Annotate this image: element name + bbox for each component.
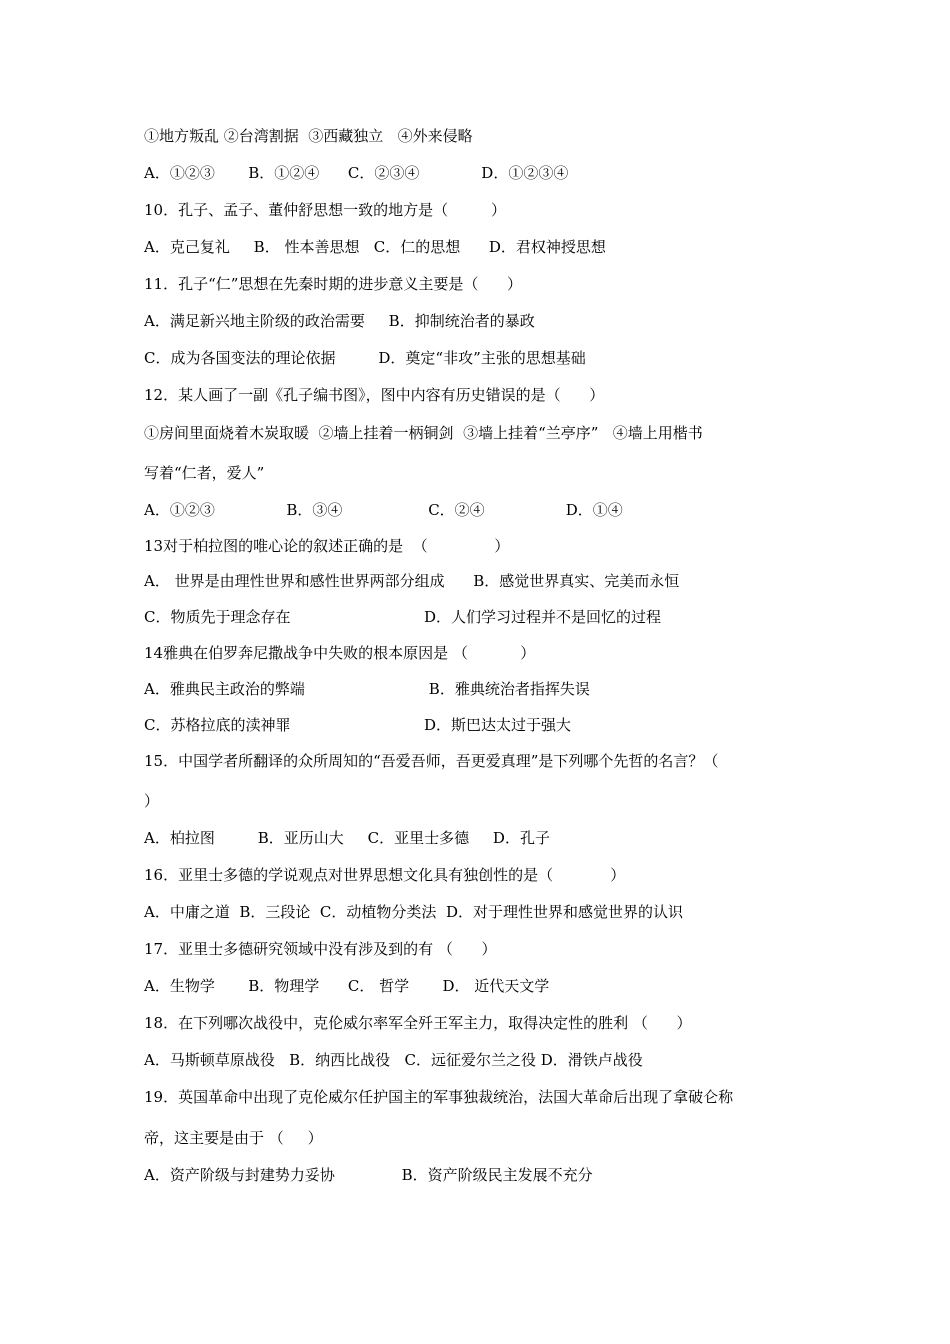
choices-17: A．生物学 B．物理学 C． 哲学 D． 近代天文学 <box>144 977 550 995</box>
question-13: 13对于柏拉图的唯心论的叙述正确的是 （ ） <box>144 537 510 555</box>
options-12: ①房间里面烧着木炭取暖 ②墙上挂着一柄铜剑 ③墙上挂着“兰亭序” ④墙上用楷书 <box>144 424 703 442</box>
choices-11-cd: C．成为各国变法的理论依据 D．奠定“非攻”主张的思想基础 <box>144 349 586 367</box>
question-19: 19．英国革命中出现了克伦威尔任护国主的军事独裁统治，法国大革命后出现了拿破仑称 <box>144 1088 734 1106</box>
question-10: 10．孔子、孟子、董仲舒思想一致的地方是（ ） <box>144 201 507 219</box>
choices-19-ab: A．资产阶级与封建势力妥协 B．资产阶级民主发展不充分 <box>144 1166 593 1184</box>
options-12-cont: 写着“仁者，爱人” <box>144 464 265 482</box>
choices-16: A．中庸之道 B．三段论 C．动植物分类法 D．对于理性世界和感觉世界的认识 <box>144 903 683 921</box>
question-19-cont: 帝，这主要是由于 （ ） <box>144 1129 323 1147</box>
text-line-choices-9: A．①②③ B．①②④ C．②③④ D．①②③④ <box>144 164 569 182</box>
question-18: 18．在下列哪次战役中，克伦威尔率军全歼王军主力，取得决定性的胜利 （ ） <box>144 1014 692 1032</box>
choices-12: A．①②③ B．③④ C．②④ D．①④ <box>144 501 623 519</box>
choices-14-ab: A．雅典民主政治的弊端 B．雅典统治者指挥失误 <box>144 680 590 698</box>
question-12: 12．某人画了一副《孔子编书图》，图中内容有历史错误的是（ ） <box>144 386 605 404</box>
choices-10: A．克己复礼 B． 性本善思想 C．仁的思想 D．君权神授思想 <box>144 238 606 256</box>
text-line-options-9: ①地方叛乱 ②台湾割据 ③西藏独立 ④外来侵略 <box>144 127 473 145</box>
question-17: 17．亚里士多德研究领域中没有涉及到的有 （ ） <box>144 940 497 958</box>
choices-14-cd: C．苏格拉底的渎神罪 D．斯巴达太过于强大 <box>144 716 572 734</box>
question-15-cont: ） <box>144 792 160 810</box>
choices-13-cd: C．物质先于理念存在 D．人们学习过程并不是回忆的过程 <box>144 608 662 626</box>
choices-13-ab: A． 世界是由理性世界和感性世界两部分组成 B．感觉世界真实、完美而永恒 <box>144 572 680 590</box>
choices-15: A．柏拉图 B．亚历山大 C．亚里士多德 D．孔子 <box>144 829 550 847</box>
question-15: 15．中国学者所翻译的众所周知的“吾爱吾师，吾更爱真理”是下列哪个先哲的名言？（ <box>144 752 719 770</box>
question-14: 14雅典在伯罗奔尼撒战争中失败的根本原因是 （ ） <box>144 644 536 662</box>
choices-18: A．马斯顿草原战役 B．纳西比战役 C．远征爱尔兰之役 D．滑铁卢战役 <box>144 1051 643 1069</box>
question-11: 11．孔子“仁”思想在先秦时期的进步意义主要是（ ） <box>144 275 523 293</box>
question-16: 16．亚里士多德的学说观点对世界思想文化具有独创性的是（ ） <box>144 866 626 884</box>
choices-11-ab: A．满足新兴地主阶级的政治需要 B．抑制统治者的暴政 <box>144 312 535 330</box>
